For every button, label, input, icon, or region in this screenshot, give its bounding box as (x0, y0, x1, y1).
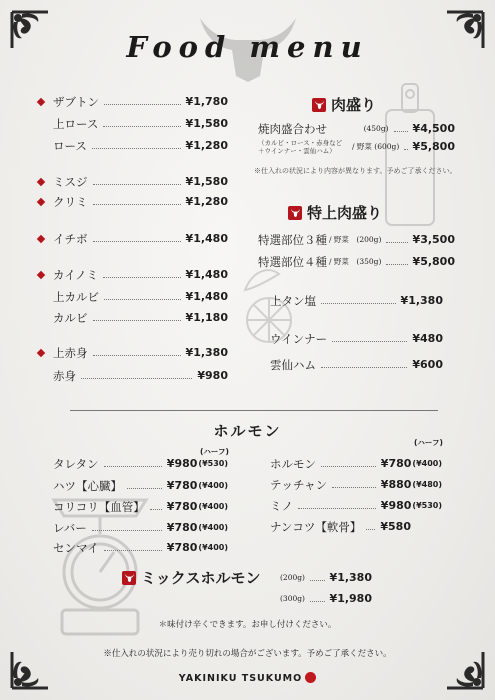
menu-item-row (53, 477, 228, 495)
menu-item-row (258, 253, 455, 271)
menu-item-row (53, 539, 228, 557)
leader-dots (332, 341, 407, 342)
menu-item-row (53, 266, 228, 284)
item-price: ¥5,800 (412, 140, 455, 153)
leader-dots (93, 241, 181, 242)
tokujo-title-text: 特上肉盛り (307, 204, 383, 222)
leader-dots (386, 242, 407, 243)
item-price: ¥1,380 (185, 346, 228, 359)
item-price: ¥1,380 (400, 294, 443, 307)
item-name: ウインナー (270, 332, 328, 346)
menu-item-row (270, 356, 443, 374)
brand-logo-icon (305, 672, 316, 683)
item-description-line: ＋ウインナー・雲仙ハム） (258, 147, 336, 155)
item-name: ミノ (270, 499, 293, 513)
menu-item-row (270, 497, 442, 515)
leader-dots (366, 529, 375, 530)
item-name: 上ロース (53, 117, 99, 131)
bull-badge-icon (288, 206, 302, 220)
item-name: 特選部位３種 (258, 233, 327, 247)
menu-item-row (278, 569, 372, 587)
item-name: テッチャン (270, 478, 328, 492)
nikumori-title-text: 肉盛り (331, 96, 377, 114)
item-price: ¥600 (412, 358, 443, 371)
menu-item-row (53, 115, 228, 133)
menu-item-row (53, 93, 228, 111)
item-name: 赤身 (53, 369, 76, 383)
item-price: ¥880 (380, 478, 412, 491)
bullet-diamond-icon (37, 178, 45, 186)
item-price: ¥980 (197, 369, 228, 382)
leader-dots (93, 204, 181, 205)
item-name: 特選部位４種 (258, 255, 327, 269)
menu-item-row (53, 367, 228, 385)
item-name: タレタン (53, 457, 99, 471)
item-name: ハツ【心臓】 (53, 479, 122, 493)
item-price: ¥1,480 (185, 232, 228, 245)
leader-dots (93, 320, 181, 321)
half-label: (ハーフ) (414, 438, 443, 447)
menu-item-row (53, 173, 228, 191)
item-weight: (300g) (280, 594, 305, 603)
menu-item-row (278, 590, 372, 608)
item-description-line: （カルビ・ロース・赤身など (258, 139, 343, 147)
item-price: ¥3,500 (412, 233, 455, 246)
item-half-price: (¥400) (198, 481, 228, 490)
menu-item-row (53, 498, 228, 516)
leader-dots (92, 148, 181, 149)
bullet-diamond-icon (37, 198, 45, 206)
leader-dots (298, 508, 376, 509)
leader-dots (310, 601, 325, 602)
item-name: ザブトン (53, 95, 99, 109)
mix-title-text: ミックスホルモン (141, 569, 261, 587)
item-price: ¥1,980 (329, 592, 372, 605)
bull-badge-icon (312, 98, 326, 112)
menu-item-row (53, 288, 228, 306)
leader-dots (332, 487, 376, 488)
leader-dots (150, 509, 162, 510)
menu-item-row (53, 137, 228, 155)
leader-dots (103, 277, 181, 278)
item-note: / 野菜 (200g) (329, 235, 382, 244)
item-name: カイノミ (53, 268, 98, 282)
item-half-price: (¥530) (412, 501, 442, 510)
item-price: ¥4,500 (412, 122, 455, 135)
item-half-price: (¥480) (412, 480, 442, 489)
item-half-price: (¥400) (198, 523, 228, 532)
leader-dots (93, 184, 181, 185)
item-price: ¥1,380 (329, 571, 372, 584)
menu-item-row (350, 138, 455, 156)
brand-footer (0, 672, 495, 684)
item-price: ¥1,280 (185, 139, 228, 152)
item-name: ホルモン (270, 457, 316, 471)
leader-dots (127, 488, 162, 489)
bullet-diamond-icon (37, 235, 45, 243)
bull-badge-icon (122, 571, 136, 585)
item-note: / 野菜 (350g) (329, 257, 382, 266)
item-price: ¥1,280 (185, 195, 228, 208)
item-weight: / 野菜 (600g) (352, 142, 400, 151)
item-price: ¥1,480 (185, 290, 228, 303)
item-weight: (450g) (363, 124, 389, 133)
mix-section-title (122, 567, 261, 588)
spice-note: ＊味付け辛くできます。お申し付けください。 (158, 620, 337, 630)
item-price: ¥780 (166, 521, 198, 534)
menu-item-row (270, 518, 411, 536)
leader-dots (321, 466, 376, 467)
leader-dots (404, 149, 407, 150)
item-name: クリミ (53, 195, 88, 209)
item-price: ¥1,480 (185, 268, 228, 281)
page-title: Food menu (126, 30, 369, 64)
item-price: ¥580 (380, 520, 411, 533)
bullet-diamond-icon (37, 271, 45, 279)
item-name: 雲仙ハム (270, 358, 316, 372)
leader-dots (310, 580, 325, 581)
nikumori-section-title (312, 94, 376, 115)
item-price: ¥780 (166, 500, 198, 513)
item-half-price: (¥400) (412, 459, 442, 468)
menu-item-row (270, 455, 442, 473)
item-price: ¥780 (166, 541, 198, 554)
tokujo-section-title (288, 202, 382, 223)
item-name: 焼肉盛合わせ (258, 122, 327, 136)
item-price: ¥1,580 (185, 175, 228, 188)
item-half-price: (¥400) (198, 543, 228, 552)
item-half-price: (¥530) (198, 459, 228, 468)
item-price: ¥5,800 (412, 255, 455, 268)
menu-item-row (53, 230, 228, 248)
menu-item-row (53, 519, 228, 537)
item-price: ¥480 (412, 332, 443, 345)
menu-item-row (270, 292, 443, 310)
half-label: (ハーフ) (200, 447, 229, 456)
bullet-diamond-icon (37, 98, 45, 106)
menu-item-row (270, 476, 442, 494)
item-name: コリコリ【血管】 (53, 500, 145, 514)
hormone-section-title: ホルモン (213, 422, 282, 440)
menu-item-row (53, 455, 228, 473)
item-name: レバー (53, 521, 87, 535)
item-name: カルビ (53, 311, 88, 325)
stock-note: ※仕入れの状況により売り切れの場合がございます。予めご了承ください。 (103, 649, 392, 659)
item-price: ¥780 (166, 479, 198, 492)
menu-item-row (53, 193, 228, 211)
menu-item-row (270, 330, 443, 348)
leader-dots (321, 367, 407, 368)
item-name: 上カルビ (53, 290, 99, 304)
item-price: ¥1,580 (185, 117, 228, 130)
leader-dots (386, 264, 407, 265)
item-name: センマイ (53, 541, 99, 555)
leader-dots (103, 126, 180, 127)
item-name: 上赤身 (53, 346, 88, 360)
leader-dots (81, 378, 192, 379)
item-half-price: (¥400) (198, 502, 228, 511)
nikumori-notice: ※仕入れの状況により内容が異なります。予めご了承ください。 (254, 167, 457, 175)
item-price: ¥1,780 (185, 95, 228, 108)
menu-item-row (258, 231, 455, 249)
item-name: ナンコツ【軟骨】 (270, 520, 362, 534)
item-name: 上タン塩 (270, 294, 316, 308)
item-price: ¥1,180 (185, 311, 228, 324)
leader-dots (104, 104, 181, 105)
item-name: イチボ (53, 232, 88, 246)
brand-name: YAKINIKU TSUKUMO (178, 673, 303, 684)
item-name: ロース (53, 139, 87, 153)
leader-dots (321, 303, 396, 304)
leader-dots (92, 530, 162, 531)
leader-dots (394, 131, 408, 132)
item-price: ¥980 (380, 499, 412, 512)
leader-dots (93, 355, 181, 356)
menu-item-row (53, 344, 228, 362)
item-name: ミスジ (53, 175, 88, 189)
item-weight: (200g) (280, 573, 305, 582)
menu-item-row (258, 120, 455, 138)
leader-dots (104, 299, 181, 300)
item-price: ¥980 (166, 457, 198, 470)
bullet-diamond-icon (37, 349, 45, 357)
section-divider (70, 410, 438, 411)
menu-item-row (53, 309, 228, 327)
leader-dots (104, 466, 162, 467)
item-price: ¥780 (380, 457, 412, 470)
item-description (258, 139, 342, 155)
leader-dots (104, 550, 162, 551)
